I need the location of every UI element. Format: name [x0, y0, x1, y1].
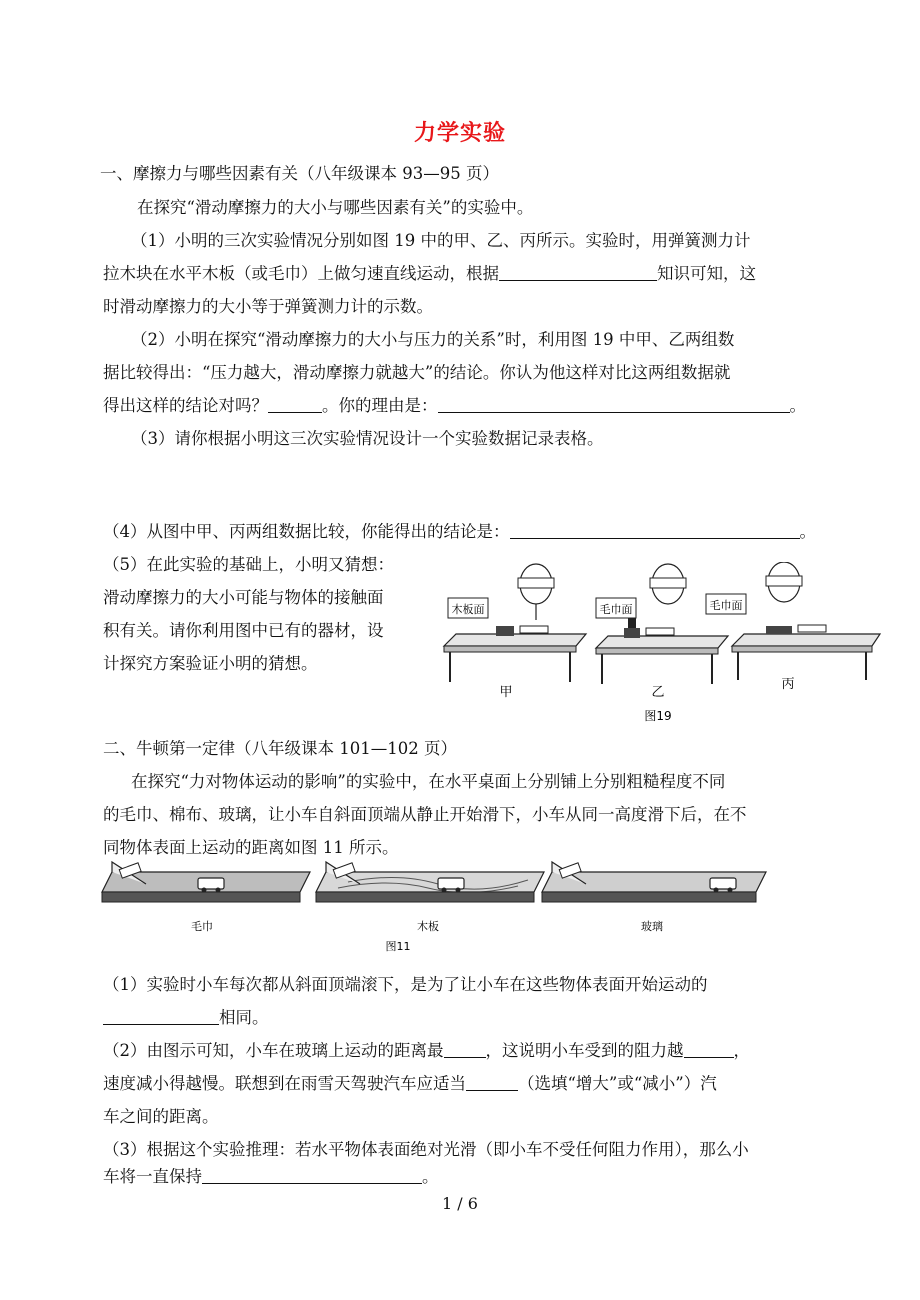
answer-blank[interactable] — [499, 262, 657, 281]
section1-q4 — [103, 520, 816, 544]
table-top-icon — [444, 634, 586, 646]
answer-blank[interactable] — [684, 1039, 734, 1058]
section1-q5-line2: 滑动摩擦力的大小可能与物体的接触面 — [103, 588, 384, 607]
section1-q1-line2 — [103, 262, 756, 286]
section2-intro-line3: 同物体表面上运动的距离如图 11 所示。 — [103, 838, 399, 857]
section1-q2-line3 — [103, 394, 806, 418]
section2-q2-line1 — [103, 1039, 750, 1063]
section1-q2-line2: 据比较得出：“压力越大，滑动摩擦力就越大”的结论。你认为他这样对比这两组数据就 — [103, 363, 731, 382]
section2-q3-line1: （3）根据这个实验推理：若水平物体表面绝对光滑（即小车不受任何阻力作用），那么小 — [103, 1140, 749, 1159]
figure-11 — [98, 858, 770, 958]
wood-block-icon — [624, 628, 640, 638]
caption-c: 丙 — [781, 677, 795, 692]
cart-icon — [710, 878, 736, 889]
section2-intro-line1: 在探究“力对物体运动的影响”的实验中，在水平桌面上分别铺上分别粗糙程度不同 — [131, 772, 726, 791]
figure-19-panel-b — [596, 564, 728, 700]
figure-11-caption: 图11 — [385, 940, 411, 953]
answer-blank[interactable] — [103, 1006, 219, 1025]
answer-blank[interactable] — [444, 1039, 486, 1058]
caption-b: 乙 — [651, 685, 665, 700]
cart-icon — [438, 878, 464, 889]
label-board: 木板 — [417, 920, 439, 933]
section1-q1-line2b: 知识可知，这 — [657, 264, 756, 283]
label-glass: 玻璃 — [641, 920, 663, 933]
section2-q1-line2-text: 相同。 — [219, 1008, 269, 1027]
figure-19-caption: 图19 — [644, 709, 672, 723]
section1-q2-line1: （2）小明在探究“滑动摩擦力的大小与压力的关系”时，利用图 19 中甲、乙两组数 — [131, 330, 735, 349]
spring-scale-icon — [798, 625, 826, 632]
section1-q4b: 。 — [799, 522, 816, 541]
label-towel: 毛巾 — [191, 920, 213, 933]
answer-blank[interactable] — [202, 1165, 422, 1184]
section2-q2-line1c: ， — [733, 1041, 750, 1060]
scale-dial-icon — [650, 578, 686, 588]
section1-q2-line3b: 。你的理由是： — [322, 396, 438, 415]
figure-19-panel-c — [706, 562, 880, 692]
spring-scale-icon — [646, 628, 674, 635]
section2-heading: 二、牛顿第一定律（八年级课本 101—102 页） — [103, 739, 457, 758]
section2-q2-line3: 车之间的距离。 — [103, 1107, 219, 1126]
section2-q3-line2a: 车将一直保持 — [103, 1167, 202, 1186]
figure-11-panel-board — [316, 862, 544, 933]
scale-dial-icon — [518, 578, 554, 588]
label-towel-surface: 毛巾面 — [709, 599, 743, 612]
page-number: 1 / 6 — [442, 1194, 478, 1213]
caption-a: 甲 — [499, 685, 513, 700]
section1-q5-line3: 积有关。请你利用图中已有的器材，设 — [103, 621, 384, 640]
section2-intro-line2: 的毛巾、棉布、玻璃，让小车自斜面顶端从静止开始滑下，小车从同一高度滑下后，在不 — [103, 805, 747, 824]
wood-block-icon — [766, 626, 792, 634]
section2-q2-line1b: ，这说明小车受到的阻力越 — [485, 1041, 684, 1060]
answer-blank[interactable] — [466, 1072, 518, 1091]
cart-icon — [198, 878, 224, 889]
section2-q2-line2b: （选填“增大”或“减小”）汽 — [518, 1074, 717, 1093]
section1-heading: 一、摩擦力与哪些因素有关（八年级课本 93—95 页） — [100, 164, 499, 183]
section2-q3-line2 — [103, 1165, 439, 1189]
section2-q1-line2 — [103, 1006, 269, 1030]
section1-q1-line1: （1）小明的三次实验情况分别如图 19 中的甲、乙、丙所示。实验时，用弹簧测力计 — [131, 231, 751, 250]
section1-q5-line4: 计探究方案验证小明的猜想。 — [103, 654, 318, 673]
section2-q2-line1a: （2）由图示可知，小车在玻璃上运动的距离最 — [103, 1041, 444, 1060]
section2-q2-line2 — [103, 1072, 717, 1096]
figure-11-panel-towel — [102, 862, 310, 933]
answer-blank[interactable] — [268, 394, 322, 413]
spring-scale-icon — [520, 626, 548, 633]
section1-q1-line3: 时滑动摩擦力的大小等于弹簧测力计的示数。 — [103, 297, 433, 316]
section1-q1-line2a: 拉木块在水平木板（或毛巾）上做匀速直线运动，根据 — [103, 264, 499, 283]
figure-19 — [436, 562, 888, 730]
wood-block-icon — [496, 626, 514, 636]
section2-q3-line2b: 。 — [422, 1167, 439, 1186]
scale-dial-icon — [766, 576, 802, 586]
section1-intro: 在探究“滑动摩擦力的大小与哪些因素有关”的实验中。 — [137, 198, 534, 217]
weight-icon — [628, 618, 636, 628]
section1-q5-line1: （5）在此实验的基础上，小明又猜想： — [103, 555, 394, 574]
answer-blank[interactable] — [510, 520, 800, 539]
table-top-icon — [732, 634, 880, 646]
section1-q3: （3）请你根据小明这三次实验情况设计一个实验数据记录表格。 — [131, 429, 604, 448]
section1-q2-line3c: 。 — [789, 396, 806, 415]
label-towel-surface: 毛巾面 — [599, 603, 633, 616]
section1-q2-line3a: 得出这样的结论对吗？ — [103, 396, 268, 415]
figure-19-panel-a — [444, 564, 586, 700]
section1-q4a: （4）从图中甲、丙两组数据比较，你能得出的结论是： — [103, 522, 510, 541]
answer-blank[interactable] — [438, 394, 790, 413]
section2-q2-line2a: 速度减小得越慢。联想到在雨雪天驾驶汽车应适当 — [103, 1074, 466, 1093]
table-top-icon — [596, 636, 728, 648]
section2-q1-line1: （1）实验时小车每次都从斜面顶端滚下，是为了让小车在这些物体表面开始运动的 — [103, 975, 708, 994]
figure-11-panel-glass — [542, 862, 766, 933]
label-board-surface: 木板面 — [451, 603, 485, 616]
page-title: 力学实验 — [413, 120, 506, 146]
